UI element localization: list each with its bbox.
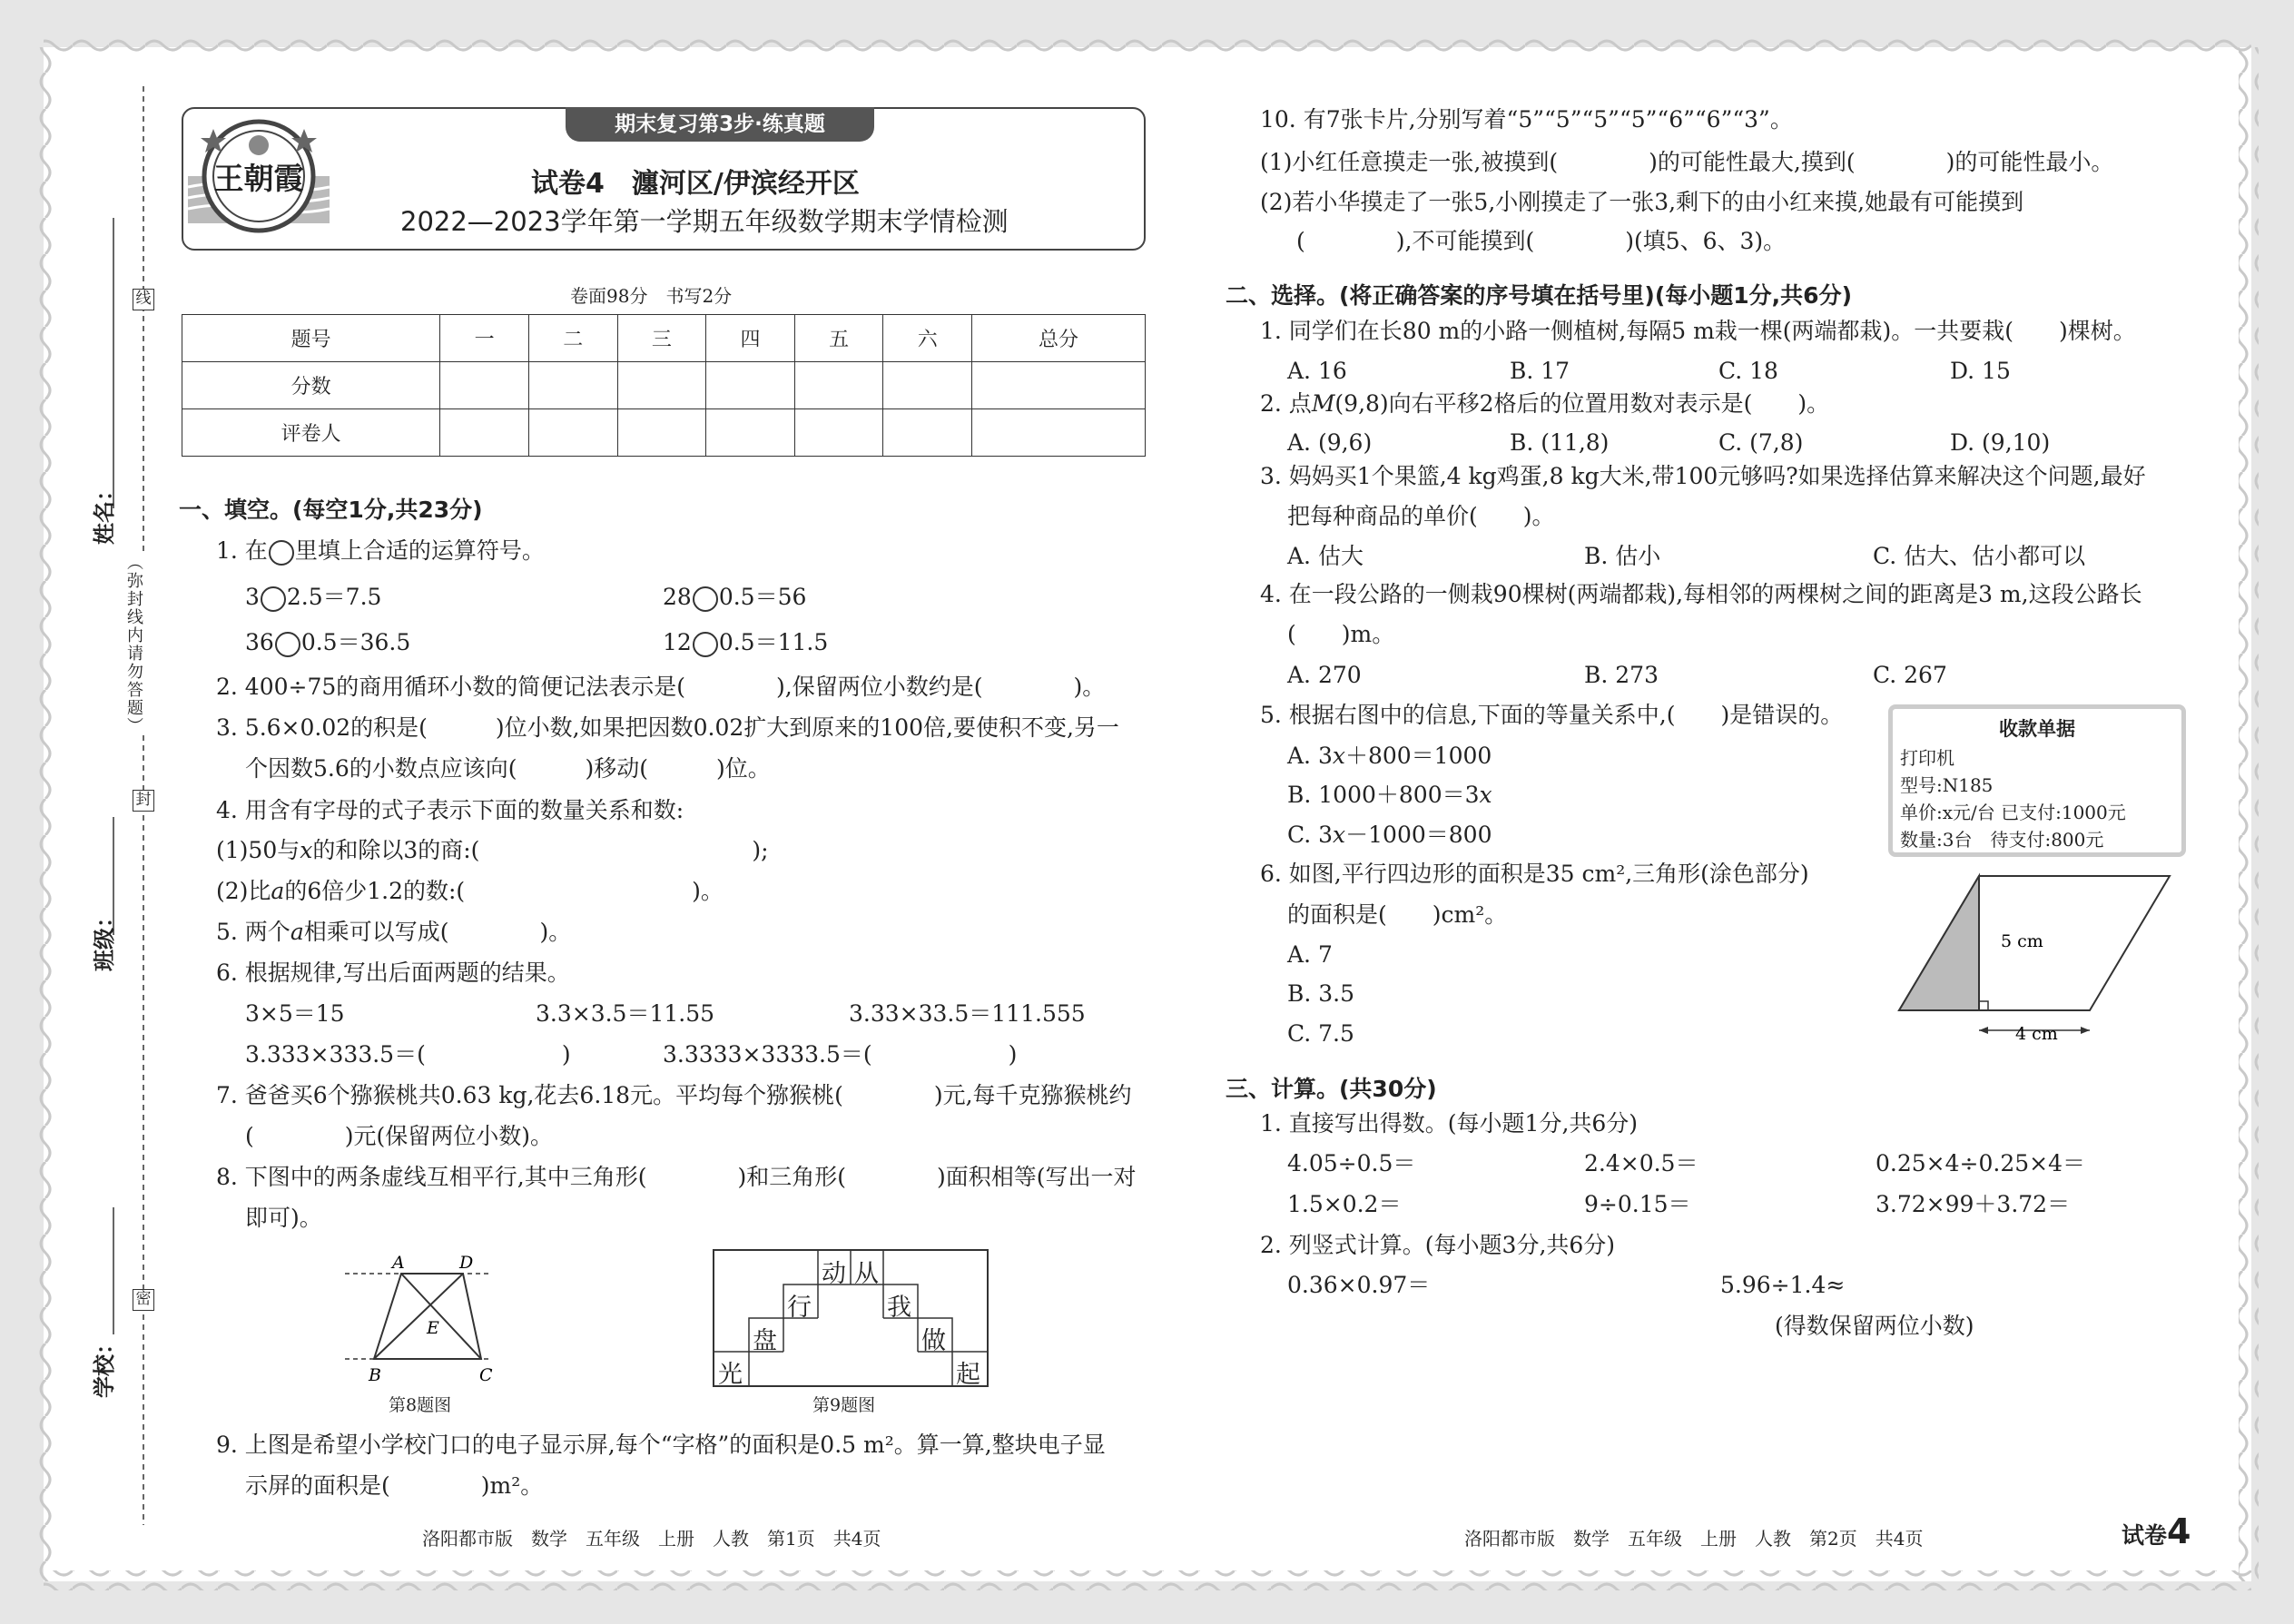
q1-8b: 即可)。: [245, 1205, 322, 1231]
screen-char: 行: [787, 1294, 812, 1322]
screen-char: 盘: [753, 1327, 777, 1355]
table-cell: 六: [883, 315, 972, 362]
calc-item: 9÷0.15＝: [1584, 1191, 1691, 1217]
q1-5: [216, 919, 571, 946]
seal-char-mi: 密: [133, 1289, 154, 1311]
q1-9a: 9. 上图是希望小学校门口的电子显示屏,每个“字格”的面积是0.5 m²。算一算,整块电子显: [216, 1432, 1106, 1458]
paper-tag-number: 4: [2167, 1511, 2191, 1551]
score-row: [182, 362, 1146, 409]
q1-1-item: [245, 629, 410, 657]
seal-notice: （弥封线内请勿答题）: [122, 554, 145, 735]
q1-10a: 10. 有7张卡片,分别写着“5”“5”“5”“5”“6”“6”“3”。: [1260, 106, 1793, 133]
option[interactable]: D. 15: [1950, 358, 2011, 384]
q1-10b: (1)小红任意摸走一张,被摸到( )的可能性最大,摸到( )的可能性最小。: [1260, 149, 2114, 175]
receipt-line: 型号:N185: [1900, 774, 1994, 796]
grader-row: [182, 409, 1146, 457]
section-3-title: 三、计算。(共30分): [1226, 1076, 1437, 1102]
figure-parallelogram: [1888, 867, 2188, 1048]
option[interactable]: B. 估小: [1584, 543, 1661, 569]
q1-10c: (2)若小华摸走了一张5,小刚摸走了一张3,剩下的由小红来摸,她最有可能摸到: [1260, 189, 2024, 215]
q1-7a: 7. 爸爸买6个猕猴桃共0.63 kg,花去6.18元。平均每个猕猴桃( )元,每千克猕猴桃约: [216, 1082, 1132, 1108]
q-text: 5. 两个: [216, 919, 290, 945]
option[interactable]: B. 273: [1584, 662, 1659, 688]
variable: x: [1332, 743, 1345, 769]
table-cell: 题号: [182, 315, 440, 362]
paper-tag-text: 试卷: [2122, 1522, 2168, 1549]
point-c-label: C: [479, 1365, 493, 1385]
receipt-line: 数量:3台 待支付:800元: [1900, 829, 2104, 851]
calc-item: 0.25×4÷0.25×4＝: [1876, 1150, 2085, 1176]
q-text: －1000＝800: [1345, 822, 1492, 848]
receipt-box: [1888, 704, 2186, 857]
q3-1: 1. 直接写出得数。(每小题1分,共6分): [1260, 1110, 1639, 1137]
q2-1: 1. 同学们在长80 m的小路一侧植树,每隔5 m栽一棵(两端都栽)。一共要栽( )棵树。: [1260, 318, 2136, 344]
q-text: C. 3: [1287, 822, 1334, 848]
table-cell: 四: [706, 315, 795, 362]
option[interactable]: A. 7: [1287, 941, 1333, 968]
footer-right: 洛阳都市版 数学 五年级 上册 人教 第2页 共4页: [1464, 1528, 1924, 1550]
calc-item: 5.96÷1.4≈: [1720, 1272, 1846, 1298]
option[interactable]: B. 17: [1510, 358, 1570, 384]
q1-6-item: 3.3×3.5＝11.55: [536, 1000, 715, 1027]
score-table-header: [182, 315, 1146, 362]
table-cell: 二: [528, 315, 617, 362]
table-cell: 三: [617, 315, 706, 362]
q2-4b: ( )m。: [1287, 621, 1395, 647]
score-input-cell[interactable]: [972, 362, 1146, 409]
option[interactable]: C. 18: [1718, 358, 1778, 384]
q-text: (1)50与: [216, 837, 300, 863]
calc-note: (得数保留两位小数): [1775, 1313, 1974, 1339]
calc-item: 0.36×0.97＝: [1287, 1272, 1431, 1298]
q-text: (2)比: [216, 878, 271, 904]
option[interactable]: C. 267: [1873, 662, 1947, 688]
option[interactable]: A. (9,6): [1287, 429, 1373, 456]
figure-8-trapezoid: [336, 1248, 499, 1393]
q-text: (9,8)向右平移2格后的位置用数对表示是( )。: [1334, 390, 1830, 417]
q1-7b: ( )元(保留两位小数)。: [245, 1123, 554, 1149]
q3-2: 2. 列竖式计算。(每小题3分,共6分): [1260, 1232, 1616, 1258]
q-text: 里填上合适的运算符号。: [294, 537, 545, 564]
point-e-label: E: [427, 1318, 439, 1338]
table-cell: 总分: [972, 315, 1146, 362]
q-text: 相乘可以写成( )。: [303, 919, 572, 945]
grader-input-cell[interactable]: [706, 409, 795, 457]
q1-9b: 示屏的面积是( )m²。: [245, 1472, 544, 1499]
option[interactable]: C. 估大、估小都可以: [1873, 543, 2086, 569]
receipt-line: 打印机: [1900, 747, 1954, 769]
screen-char: 做: [921, 1327, 946, 1355]
operand: 12: [663, 629, 692, 655]
operand: 28: [663, 584, 692, 610]
q1-10d: ( ),不可能摸到( )(填5、6、3)。: [1296, 228, 1787, 254]
grader-input-cell[interactable]: [528, 409, 617, 457]
point-b-label: B: [369, 1365, 381, 1385]
option[interactable]: [1287, 822, 1492, 849]
option[interactable]: D. (9,10): [1950, 429, 2051, 456]
option[interactable]: C. (7,8): [1718, 429, 1804, 456]
screen-grid: [714, 1251, 987, 1385]
table-cell: 分数: [182, 362, 440, 409]
q1-1-item: [663, 629, 828, 657]
circle-blank[interactable]: [269, 540, 294, 566]
name-label: 姓名：: [92, 479, 117, 545]
operand: 0.5＝36.5: [300, 629, 411, 655]
q1-6-item: 3.33×33.5＝111.555: [849, 1000, 1086, 1027]
score-input-cell[interactable]: [528, 362, 617, 409]
variable: a: [290, 919, 304, 945]
circle-blank[interactable]: [261, 586, 286, 612]
option[interactable]: [1287, 743, 1492, 770]
q1-4: 4. 用含有字母的式子表示下面的数量关系和数:: [216, 797, 684, 823]
q1-6-item: 3.3333×3333.5＝( ): [663, 1041, 1018, 1068]
q2-3a: 3. 妈妈买1个果篮,4 kg鸡蛋,8 kg大米,带100元够吗?如果选择估算来解决这个问题,最好: [1260, 463, 2146, 489]
q-text: 1. 在: [216, 537, 268, 564]
q-text: 的和除以3的商:( );: [312, 837, 769, 863]
table-cell: 五: [794, 315, 883, 362]
option[interactable]: A. 16: [1287, 358, 1347, 384]
screen-char: 光: [718, 1361, 743, 1389]
q1-6: 6. 根据规律,写出后面两题的结果。: [216, 960, 570, 986]
variable: M: [1311, 390, 1335, 417]
banner: 期末复习第3步·练真题: [566, 107, 874, 142]
section-2-title: 二、选择。(将正确答案的序号填在括号里)(每小题1分,共6分): [1226, 282, 1852, 309]
q1-2: 2. 400÷75的商用循环小数的简便记法表示是( ),保留两位小数约是( )。: [216, 674, 1106, 700]
score-note: 卷面98分 书写2分: [570, 285, 733, 307]
grader-input-cell[interactable]: [617, 409, 706, 457]
exam-subtitle: 2022—2023学年第一学期五年级数学期末学情检测: [400, 206, 1009, 237]
grader-input-cell[interactable]: [794, 409, 883, 457]
section-1-title: 一、填空。(每空1分,共23分): [179, 497, 483, 523]
q1-3a: 3. 5.6×0.02的积是( )位小数,如果把因数0.02扩大到原来的100倍,要使积不变,另一: [216, 714, 1119, 741]
point-d-label: D: [459, 1253, 474, 1273]
q1-4b: [216, 878, 724, 905]
q2-4a: 4. 在一段公路的一侧栽90棵树(两端都栽),每相邻的两棵树之间的距离是3 m,这段公路长: [1260, 581, 2142, 607]
variable: a: [271, 878, 285, 904]
screen-char: 起: [956, 1361, 980, 1389]
screen-char: 动: [822, 1260, 846, 1288]
score-input-cell[interactable]: [617, 362, 706, 409]
school-label: 学校：: [92, 1333, 117, 1398]
q2-5: 5. 根据右图中的信息,下面的等量关系中,( )是错误的。: [1260, 702, 1844, 728]
q-text: 的6倍少1.2的数:( )。: [284, 878, 724, 904]
q-text: B. 1000＋800＝3: [1287, 782, 1480, 808]
q1-6-item: 3.333×333.5＝( ): [245, 1041, 571, 1068]
logo: [186, 111, 331, 245]
option[interactable]: C. 7.5: [1287, 1020, 1354, 1047]
option[interactable]: A. 270: [1287, 662, 1362, 688]
table-cell: 一: [440, 315, 529, 362]
screen-char: 我: [887, 1294, 911, 1322]
q-text: A. 3: [1287, 743, 1333, 769]
fig8-caption: 第8题图: [389, 1395, 452, 1415]
option[interactable]: [1287, 782, 1492, 809]
q1-6-item: 3×5＝15: [245, 1000, 345, 1027]
receipt-line: 单价:x元/台 已支付:1000元: [1900, 802, 2126, 823]
q2-6b: 的面积是( )cm²。: [1287, 901, 1508, 928]
point-a-label: A: [392, 1253, 405, 1273]
q-text: 2. 点: [1260, 390, 1312, 417]
operand: 2.5＝7.5: [286, 584, 382, 610]
operand: 36: [245, 629, 274, 655]
option[interactable]: B. (11,8): [1510, 429, 1610, 456]
figure-9-screen: [713, 1249, 989, 1387]
score-table: [182, 314, 1146, 457]
q-text: ＋800＝1000: [1344, 743, 1492, 769]
score-input-cell[interactable]: [883, 362, 972, 409]
q2-6a: 6. 如图,平行四边形的面积是35 cm²,三角形(涂色部分): [1260, 861, 1809, 887]
operand: 0.5＝11.5: [718, 629, 829, 655]
grader-input-cell[interactable]: [440, 409, 529, 457]
circle-blank[interactable]: [275, 632, 300, 657]
q1-4a: [216, 837, 769, 864]
grader-input-cell[interactable]: [883, 409, 972, 457]
screen-char: 从: [854, 1260, 879, 1288]
circle-blank[interactable]: [693, 632, 718, 657]
calc-item: 3.72×99＋3.72＝: [1876, 1191, 2071, 1217]
table-cell: 评卷人: [182, 409, 440, 457]
calc-item: 2.4×0.5＝: [1584, 1150, 1698, 1176]
q2-2: [1260, 390, 1829, 418]
score-input-cell[interactable]: [706, 362, 795, 409]
q1-1-item: [663, 584, 806, 612]
grader-input-cell[interactable]: [972, 409, 1146, 457]
operand: 0.5＝56: [718, 584, 807, 610]
q1-3b: 个因数5.6的小数点应该向( )移动( )位。: [245, 755, 771, 782]
logo-name: 王朝霞: [213, 161, 304, 196]
footer-left: 洛阳都市版 数学 五年级 上册 人教 第1页 共4页: [422, 1528, 881, 1550]
q2-3b: 把每种商品的单价( )。: [1287, 503, 1555, 529]
option[interactable]: B. 3.5: [1287, 980, 1355, 1007]
receipt-title: 收款单据: [1999, 718, 2075, 740]
seal-char-feng: 封: [133, 790, 154, 812]
circle-blank[interactable]: [693, 586, 718, 612]
variable: x: [1333, 822, 1346, 848]
seal-char-xian: 线: [133, 289, 154, 310]
variable: x: [1479, 782, 1492, 808]
score-input-cell[interactable]: [440, 362, 529, 409]
option[interactable]: A. 估大: [1287, 543, 1364, 569]
fig9-caption: 第9题图: [812, 1395, 876, 1415]
calc-item: 1.5×0.2＝: [1287, 1191, 1402, 1217]
score-input-cell[interactable]: [794, 362, 883, 409]
calc-item: 4.05÷0.5＝: [1287, 1150, 1416, 1176]
exam-title: 试卷4 瀍河区/伊滨经开区: [531, 168, 860, 200]
operand: 3: [245, 584, 260, 610]
q1-1-item: [245, 584, 381, 612]
height-label: 5 cm: [2001, 931, 2043, 951]
q1-1: [216, 537, 545, 566]
q1-8a: 8. 下图中的两条虚线互相平行,其中三角形( )和三角形( )面积相等(写出一对: [216, 1164, 1137, 1190]
paper-tag: [2122, 1511, 2191, 1551]
variable: x: [300, 837, 313, 863]
base-label: 4 cm: [2015, 1024, 2058, 1044]
class-label: 班级：: [92, 906, 117, 971]
